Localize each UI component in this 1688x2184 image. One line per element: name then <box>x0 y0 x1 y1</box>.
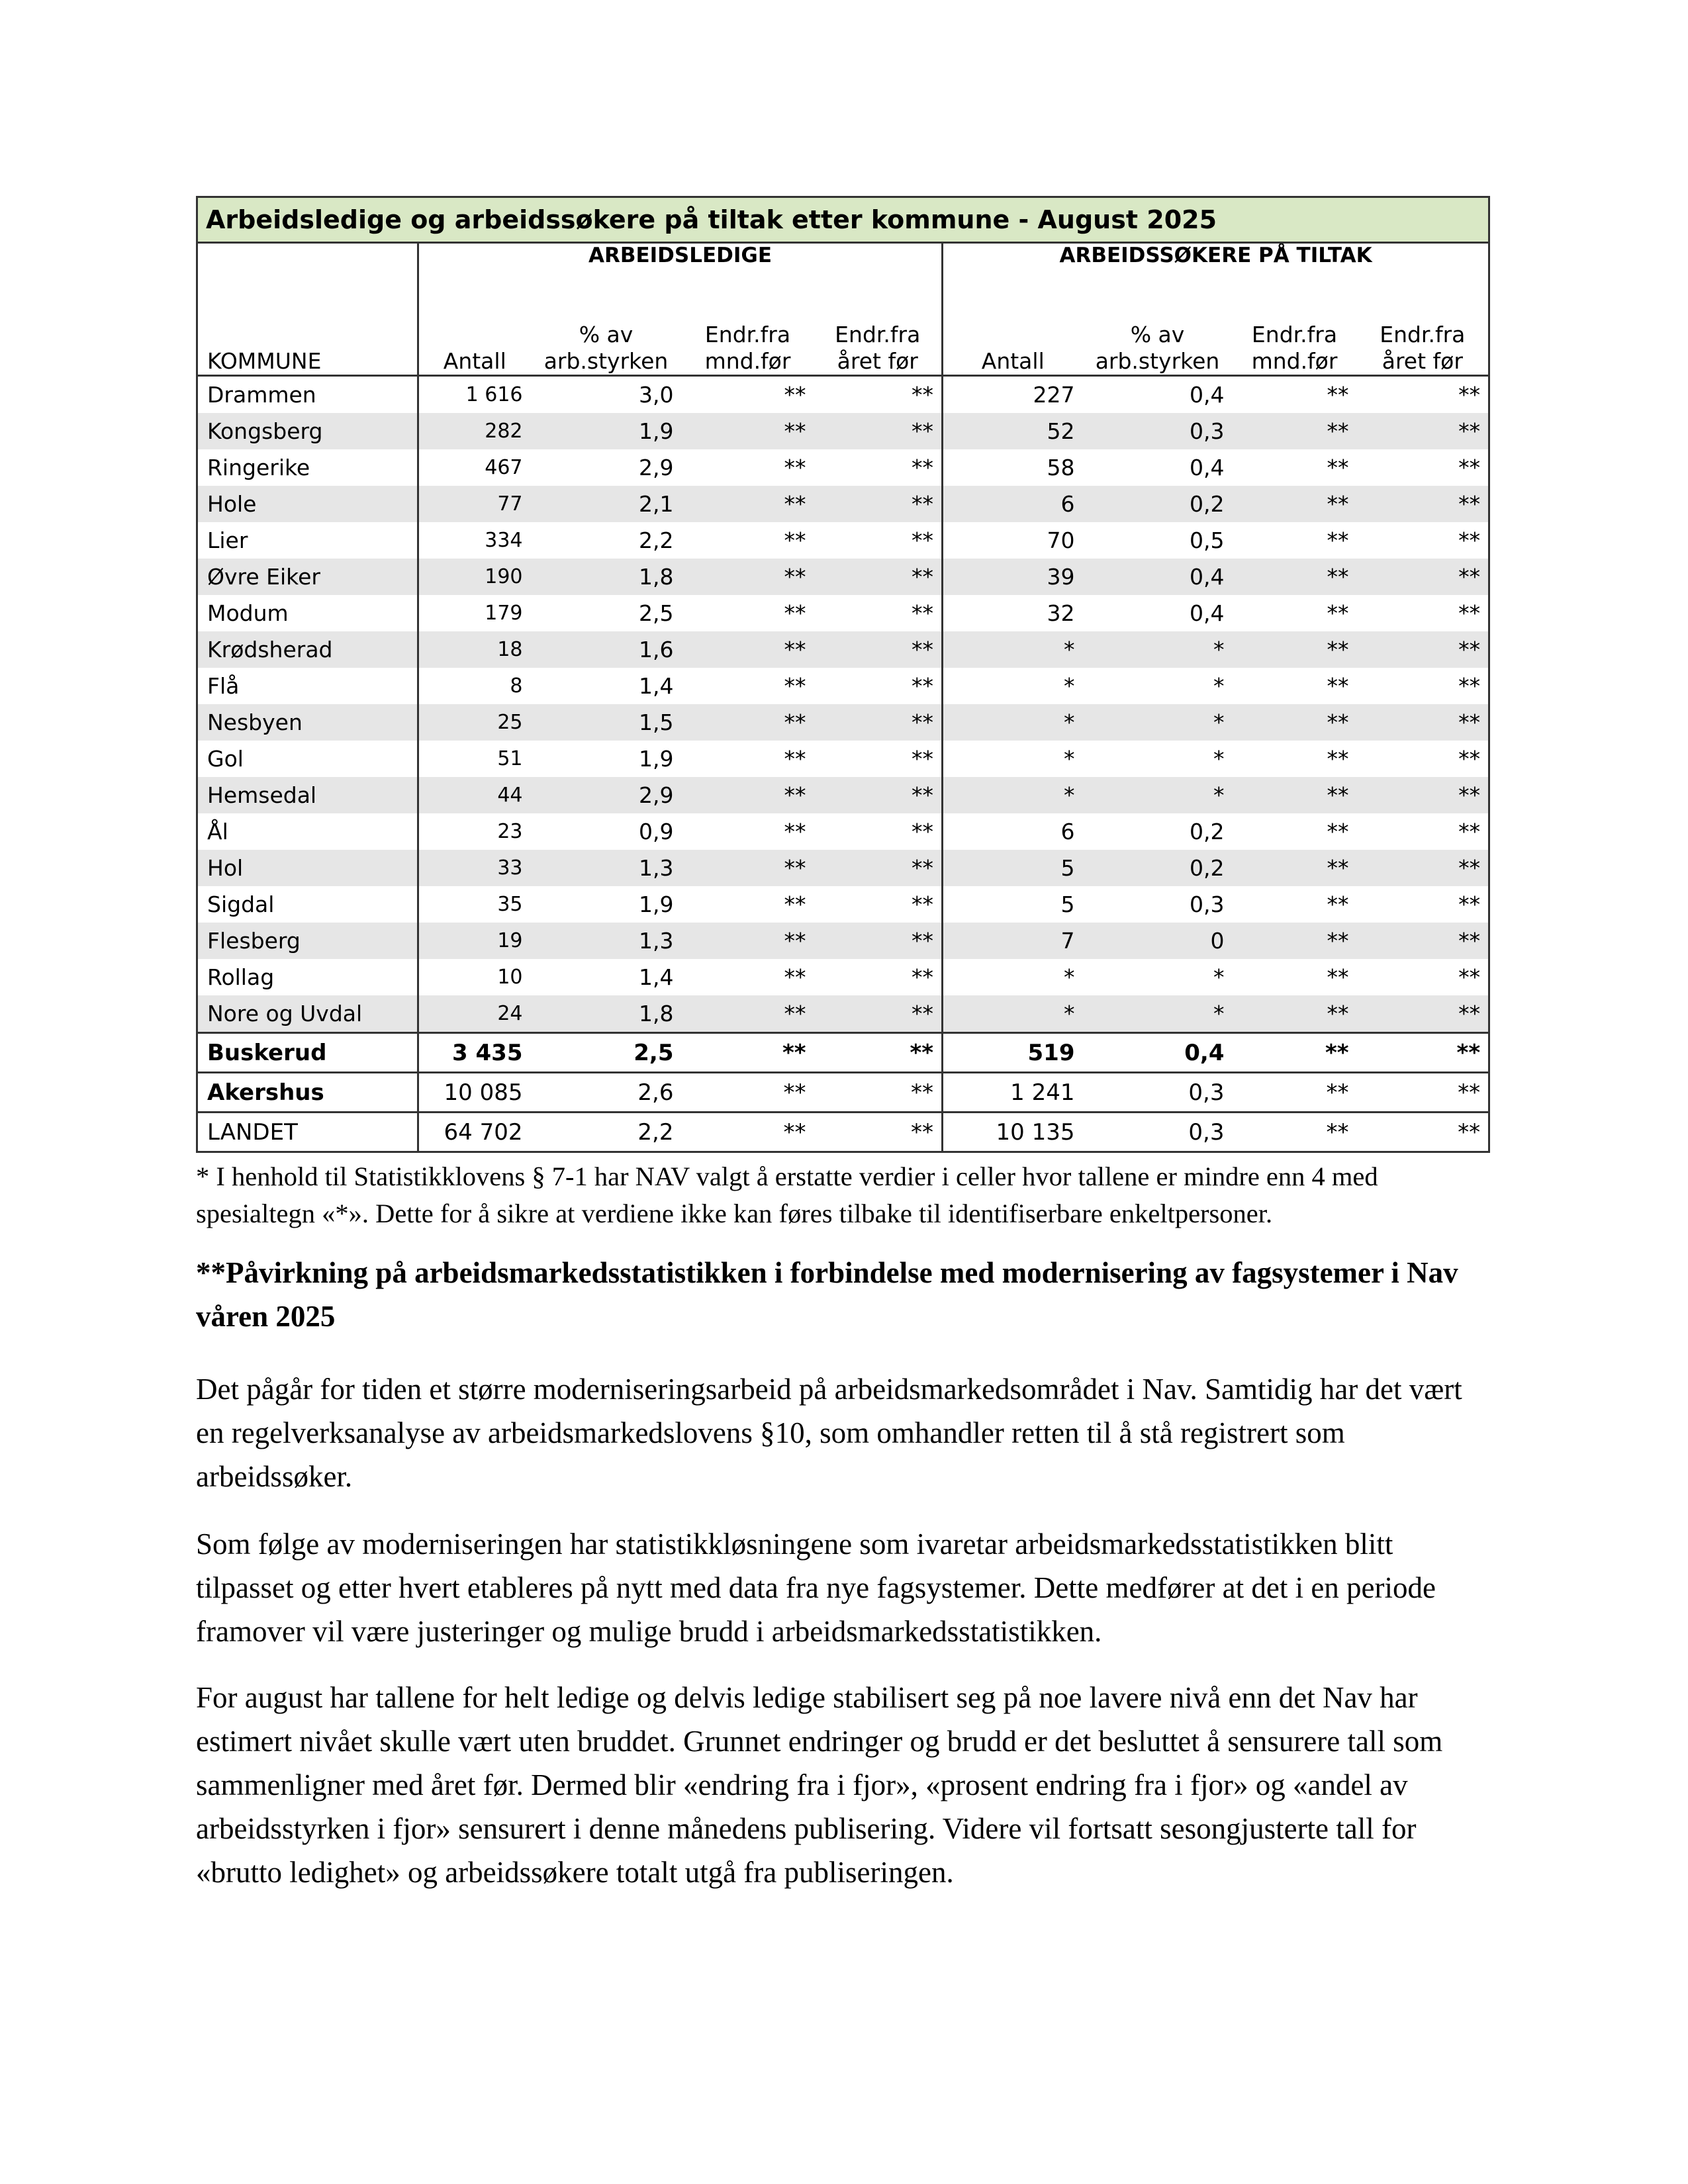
col-header-pct-tiltak: % av arb.styrken <box>1095 322 1220 374</box>
table-cell: ** <box>1233 704 1357 741</box>
table-cell: ** <box>1357 1033 1489 1073</box>
table-cell: ** <box>1357 595 1489 631</box>
table-cell: ** <box>682 1113 814 1152</box>
table-cell: * <box>943 995 1083 1033</box>
table-cell: * <box>943 959 1083 995</box>
table-cell: ** <box>1357 1113 1489 1152</box>
col-header-endr-aar-tiltak: Endr.fra året før <box>1357 303 1489 376</box>
table-row <box>197 559 1489 595</box>
table-cell: 10 <box>418 959 531 995</box>
table-cell: * <box>1083 995 1233 1033</box>
table-cell: 6 <box>943 486 1083 522</box>
table-cell: 1,9 <box>639 891 674 917</box>
table-cell: * <box>943 631 1083 668</box>
table-cell: ** <box>1357 559 1489 595</box>
table-cell: ** <box>1233 559 1357 595</box>
table-cell: ** <box>1357 923 1489 959</box>
table-cell: 0,3 <box>1083 1113 1233 1152</box>
table-cell: 3 435 <box>418 1033 531 1073</box>
section-heading: **Påvirkning på arbeidsmarkedsstatistikken i forbindelse med modernisering av fagsystemer i Nav våren 2025 <box>196 1256 1458 1333</box>
table-cell: 10 085 <box>418 1073 531 1113</box>
cell-kommune: Hemsedal <box>197 777 418 813</box>
cell-kommune: Øvre Eiker <box>197 559 418 595</box>
table-row <box>197 777 1489 813</box>
table-cell: ** <box>1233 1073 1357 1113</box>
col-header-kommune: KOMMUNE <box>197 303 418 376</box>
cell-kommune: Kongsberg <box>197 413 418 449</box>
table-cell: ** <box>814 413 943 449</box>
table-cell: 33 <box>418 850 531 886</box>
table-cell: * <box>943 741 1083 777</box>
table-row <box>197 1113 1489 1152</box>
table-cell: ** <box>912 527 933 553</box>
table-cell: 77 <box>418 486 531 522</box>
cell-kommune: Gol <box>197 741 418 777</box>
table-row <box>197 376 1489 414</box>
table-cell: 19 <box>418 923 531 959</box>
table-cell: 5 <box>943 886 1083 923</box>
table-cell: * <box>943 704 1083 741</box>
table-row <box>197 413 1489 449</box>
table-row <box>197 886 1489 923</box>
paragraph-1: Det pågår for tiden et større moderniseringsarbeid på arbeidsmarkedsområdet i Nav. Samtidig har det vært en regelverksanalyse av arbeidsmarkedslovens §10, som omhandler retten til å stå registrert som arbeidssøker. <box>196 1373 1462 1493</box>
table-cell: 467 <box>418 449 531 486</box>
table-cell: 0,4 <box>1083 559 1233 595</box>
table-cell: ** <box>682 559 814 595</box>
cell-kommune: Flesberg <box>197 923 418 959</box>
table-cell: ** <box>814 1073 943 1113</box>
cell-kommune: Modum <box>197 595 418 631</box>
table-cell: ** <box>912 746 933 772</box>
table-cell: ** <box>1357 995 1489 1033</box>
table-cell: ** <box>784 891 806 917</box>
table-cell: 1,9 <box>531 413 682 449</box>
table-row <box>197 704 1489 741</box>
table-cell: ** <box>682 850 814 886</box>
table-cell: ** <box>1327 382 1349 408</box>
table-title: Arbeidsledige og arbeidssøkere på tiltak etter kommune - August 2025 <box>197 197 1489 243</box>
table-cell: 2,1 <box>531 486 682 522</box>
table-row <box>197 1073 1489 1113</box>
table-cell: ** <box>682 923 814 959</box>
cell-kommune: Hole <box>197 486 418 522</box>
col-header-antall-tiltak: Antall <box>943 303 1083 376</box>
table-cell: 1,8 <box>531 995 682 1033</box>
cell-kommune: Flå <box>197 668 418 704</box>
table-cell: ** <box>912 673 933 699</box>
table-cell: 6 <box>943 813 1083 850</box>
col-header-pct: % av arb.styrken <box>543 322 669 374</box>
table-cell: ** <box>1357 741 1489 777</box>
table-cell: ** <box>1357 777 1489 813</box>
table-cell: ** <box>1357 486 1489 522</box>
table-cell: ** <box>814 777 943 813</box>
table-cell: ** <box>1357 886 1489 923</box>
table-cell: 3,0 <box>639 382 674 408</box>
table-cell: ** <box>1233 923 1357 959</box>
table-cell: 1,8 <box>531 559 682 595</box>
table-cell: 8 <box>418 668 531 704</box>
table-cell: 0 <box>1083 923 1233 959</box>
table-cell: ** <box>1327 819 1349 844</box>
table-cell: ** <box>1357 1073 1489 1113</box>
table-cell: 0,4 <box>1190 382 1225 408</box>
table-cell: ** <box>784 382 806 408</box>
col-header-endr-aar: Endr.fra året før <box>835 322 921 374</box>
table-cell: * <box>1213 964 1225 990</box>
table-cell: 1 241 <box>943 1073 1083 1113</box>
cell-kommune: Drammen <box>197 376 418 414</box>
table-cell: ** <box>682 704 814 741</box>
table-cell: 0,4 <box>1190 455 1225 480</box>
table-cell: 282 <box>418 413 531 449</box>
table-row <box>197 668 1489 704</box>
table-cell: 25 <box>418 704 531 741</box>
table-cell: ** <box>912 455 933 480</box>
table-cell: 519 <box>943 1033 1083 1073</box>
table-cell: 44 <box>418 777 531 813</box>
table-cell: 1,4 <box>639 673 674 699</box>
table-cell: ** <box>814 995 943 1033</box>
table-cell: 52 <box>943 413 1083 449</box>
table-cell: 1,3 <box>531 850 682 886</box>
table-cell: 2,9 <box>639 455 674 480</box>
cell-kommune: Rollag <box>197 959 418 995</box>
table-cell: 0,5 <box>1190 527 1225 553</box>
table-cell: 2,6 <box>531 1073 682 1113</box>
table-row <box>197 595 1489 631</box>
table-cell: ** <box>1327 455 1349 480</box>
table-cell: ** <box>1327 673 1349 699</box>
table-cell: ** <box>1357 959 1489 995</box>
table-cell: ** <box>1327 600 1349 626</box>
cell-kommune: Lier <box>197 522 418 559</box>
table-cell: 1 616 <box>418 376 531 414</box>
table-cell: ** <box>784 455 806 480</box>
table-row <box>197 631 1489 668</box>
table-cell: 1,9 <box>639 746 674 772</box>
table-cell: ** <box>1357 449 1489 486</box>
table-cell: 70 <box>943 522 1083 559</box>
table-cell: 2,2 <box>639 527 674 553</box>
table-cell: ** <box>1327 746 1349 772</box>
table-cell: 2,9 <box>531 777 682 813</box>
table-cell: 23 <box>418 813 531 850</box>
table-cell: ** <box>814 923 943 959</box>
table-cell: 0,3 <box>1083 1073 1233 1113</box>
table-cell: ** <box>1233 777 1357 813</box>
table-cell: ** <box>682 1033 814 1073</box>
table-cell: ** <box>1357 668 1489 704</box>
table-row <box>197 1033 1489 1073</box>
table-cell: ** <box>912 600 933 626</box>
table-row <box>197 449 1489 486</box>
table-cell: ** <box>814 1113 943 1152</box>
group-header-tiltak: ARBEIDSSØKERE PÅ TILTAK <box>943 243 1489 304</box>
table-row <box>197 522 1489 559</box>
table-cell: 1,3 <box>531 923 682 959</box>
table-cell: * <box>1213 673 1225 699</box>
cell-kommune: Nesbyen <box>197 704 418 741</box>
table-cell: 179 <box>418 595 531 631</box>
table-cell: ** <box>1357 850 1489 886</box>
table-row <box>197 850 1489 886</box>
table-cell: * <box>1083 631 1233 668</box>
table-cell: * <box>1083 704 1233 741</box>
table-cell: ** <box>912 964 933 990</box>
table-cell: 0,2 <box>1190 819 1225 844</box>
table-cell: ** <box>1233 850 1357 886</box>
table-cell: ** <box>1357 376 1489 414</box>
table-cell: ** <box>784 600 806 626</box>
table-cell: ** <box>784 746 806 772</box>
table-cell: ** <box>784 819 806 844</box>
table-cell: 35 <box>418 886 531 923</box>
table-cell: ** <box>682 631 814 668</box>
table-cell: ** <box>682 1073 814 1113</box>
table-cell: 64 702 <box>418 1113 531 1152</box>
col-header-endr-mnd-tiltak: Endr.fra mnd.før <box>1251 322 1338 374</box>
cell-kommune: Buskerud <box>197 1033 418 1073</box>
table-cell: ** <box>1233 1113 1357 1152</box>
table-cell: 7 <box>943 923 1083 959</box>
cell-kommune: Nore og Uvdal <box>197 995 418 1033</box>
table-cell: ** <box>1233 486 1357 522</box>
table-cell: ** <box>912 891 933 917</box>
cell-kommune: LANDET <box>197 1113 418 1152</box>
table-cell: 334 <box>418 522 531 559</box>
table-cell: 0,2 <box>1083 850 1233 886</box>
table-cell: ** <box>1327 891 1349 917</box>
cell-kommune: Ringerike <box>197 449 418 486</box>
table-cell: ** <box>784 673 806 699</box>
table-cell: 39 <box>943 559 1083 595</box>
table-cell: ** <box>784 964 806 990</box>
table-cell: ** <box>1357 704 1489 741</box>
cell-kommune: Sigdal <box>197 886 418 923</box>
table-cell: ** <box>814 850 943 886</box>
table-cell: ** <box>682 995 814 1033</box>
table-cell: 2,5 <box>639 600 674 626</box>
table-cell: 5 <box>943 850 1083 886</box>
table-cell: 0,4 <box>1083 1033 1233 1073</box>
table-cell: ** <box>1357 522 1489 559</box>
table-cell: ** <box>1233 631 1357 668</box>
table-row <box>197 813 1489 850</box>
table-cell: 18 <box>418 631 531 668</box>
cell-kommune: Ål <box>197 813 418 850</box>
table-row <box>197 995 1489 1033</box>
group-header-arbeidsledige: ARBEIDSLEDIGE <box>418 243 943 304</box>
table-cell: 58 <box>943 449 1083 486</box>
table-cell: 0,9 <box>639 819 674 844</box>
table-cell: ** <box>1327 964 1349 990</box>
table-cell: ** <box>1357 413 1489 449</box>
table-cell: ** <box>1233 413 1357 449</box>
table-cell: ** <box>814 486 943 522</box>
paragraph-2: Som følge av moderniseringen har statistikkløsningene som ivaretar arbeidsmarkedsstatistikken blitt tilpasset og etter hvert etableres på nytt med data fra nye fagsystemer. Dette medfører at det i en periode framover vil være justeringer og mulige brudd i arbeidsmarkedsstatistikken. <box>196 1527 1436 1648</box>
table-cell: 2,5 <box>531 1033 682 1073</box>
table-cell: ** <box>682 777 814 813</box>
table-cell: ** <box>1233 1033 1357 1073</box>
table-cell: 227 <box>943 376 1083 414</box>
footnote: * I henhold til Statistikklovens § 7-1 har NAV valgt å erstatte verdier i celler hvor tallene er mindre enn 4 med spesialtegn «*». Dette for å sikre at verdiene ikke kan føres tilbake til identifiserbare enkeltpersoner. <box>196 1161 1378 1228</box>
table-cell: 0,4 <box>1190 600 1225 626</box>
table-cell: 0,3 <box>1083 413 1233 449</box>
table-cell: 2,2 <box>531 1113 682 1152</box>
table-cell: 51 <box>418 741 531 777</box>
table-cell: * <box>1213 746 1225 772</box>
table-cell: ** <box>1357 813 1489 850</box>
table-cell: 190 <box>418 559 531 595</box>
table-cell: ** <box>814 704 943 741</box>
table-cell: ** <box>814 559 943 595</box>
table-cell: * <box>943 668 1083 704</box>
cell-kommune: Akershus <box>197 1073 418 1113</box>
table-cell: ** <box>682 486 814 522</box>
table-cell: ** <box>912 382 933 408</box>
cell-kommune: Hol <box>197 850 418 886</box>
table-cell: ** <box>814 631 943 668</box>
paragraph-3: For august har tallene for helt ledige og delvis ledige stabilisert seg på noe lavere nivå enn det Nav har estimert nivået skulle vært uten bruddet. Grunnet endringer og brudd er det besluttet å sensurere tall som sammenligner med året før. Dermed blir «endring fra i fjor», «prosent endring fra i fjor» og «andel av arbeidsstyrken i fjor» sensurert i denne månedens publisering. Videre vil fortsatt sesongjusterte tall for «brutto ledighet» og arbeidssøkere totalt utgå fra publiseringen. <box>196 1681 1443 1889</box>
col-header-endr-mnd: Endr.fra mnd.før <box>704 322 791 374</box>
table-cell: ** <box>1357 631 1489 668</box>
table-cell: ** <box>912 819 933 844</box>
cell-kommune: Krødsherad <box>197 631 418 668</box>
table-cell: ** <box>682 413 814 449</box>
table-cell: 1,5 <box>531 704 682 741</box>
table-row <box>197 486 1489 522</box>
table-cell: 1,4 <box>639 964 674 990</box>
table-cell: ** <box>814 1033 943 1073</box>
table-cell: 32 <box>943 595 1083 631</box>
table-cell: 0,2 <box>1083 486 1233 522</box>
table-row <box>197 741 1489 777</box>
table-cell: ** <box>784 527 806 553</box>
table-cell: * <box>1083 777 1233 813</box>
table-cell: 1,6 <box>531 631 682 668</box>
table-cell: 24 <box>418 995 531 1033</box>
table-cell: ** <box>1233 995 1357 1033</box>
table-cell: 10 135 <box>943 1113 1083 1152</box>
table-row <box>197 923 1489 959</box>
col-header-antall: Antall <box>418 303 531 376</box>
table-cell: ** <box>1327 527 1349 553</box>
table-cell: * <box>943 777 1083 813</box>
unemployment-table <box>196 196 1490 1153</box>
table-row <box>197 959 1489 995</box>
table-cell: 0,3 <box>1190 891 1225 917</box>
